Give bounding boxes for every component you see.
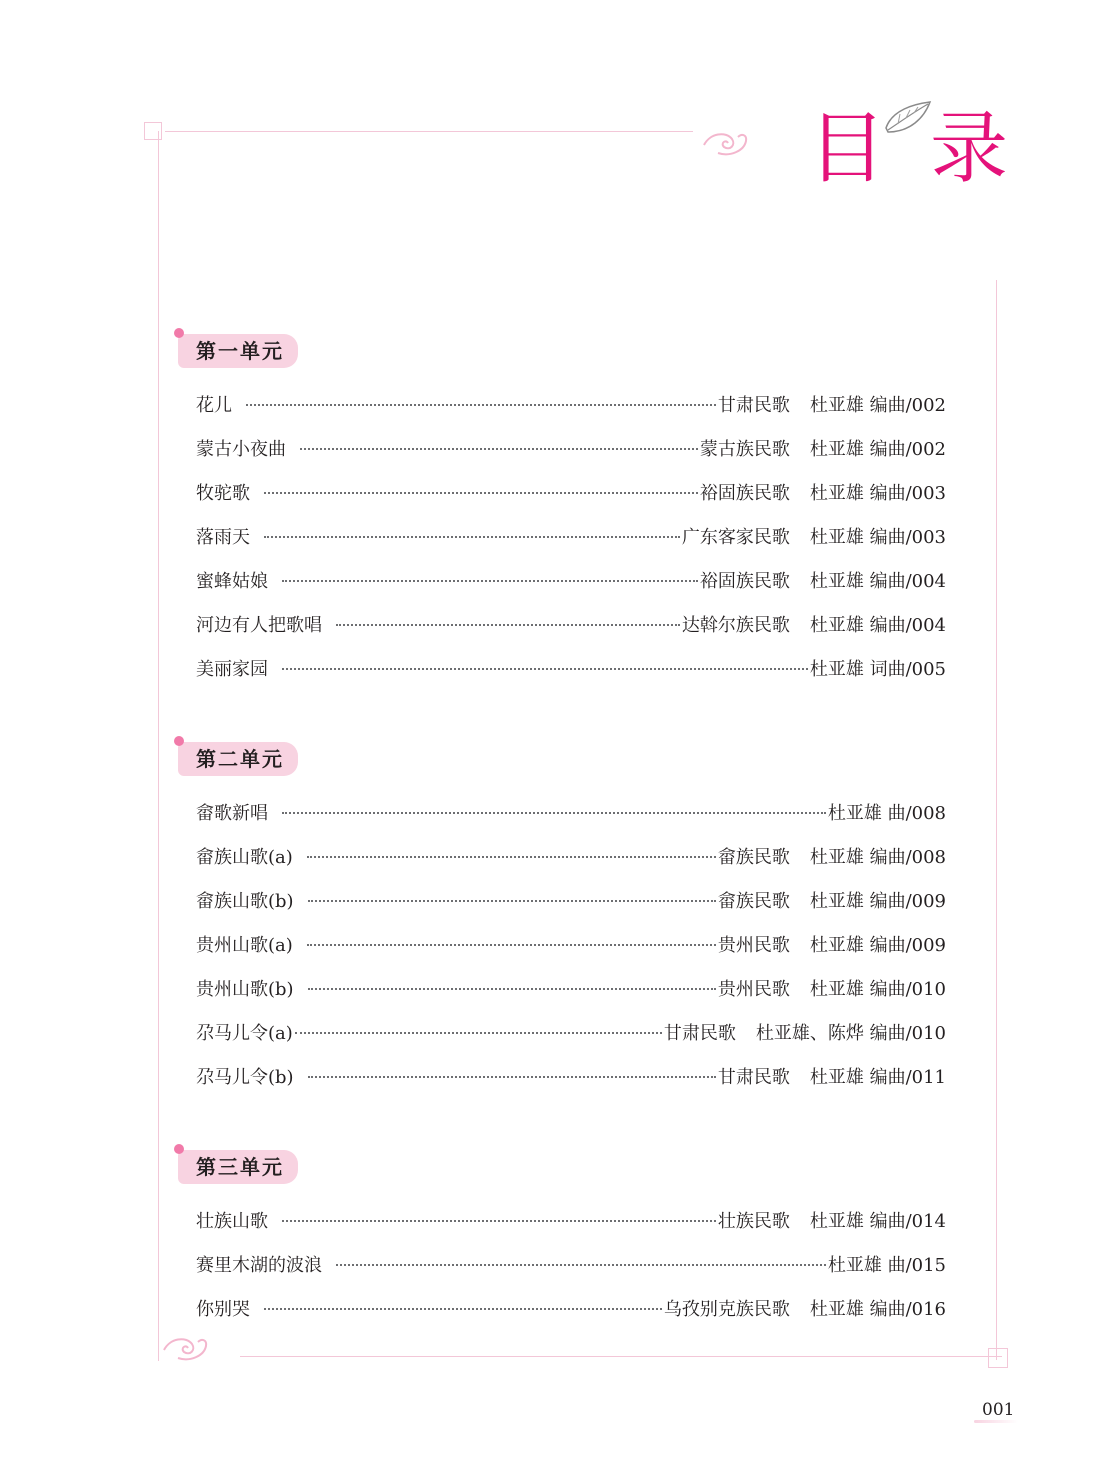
entry-source: 甘肃民歌 [717,395,790,416]
dot-leader [295,1032,662,1034]
unit-tab-1 [178,334,298,368]
entry-credit: 杜亚雄 编曲 [809,847,906,868]
entry-title: 贵州山歌(b) [196,979,294,1000]
toc-entry[interactable] [196,648,946,692]
unit-dot [174,328,184,338]
entry-credit: 杜亚雄 编曲 [809,439,906,460]
entry-title: 美丽家园 [196,659,268,680]
entry-page: /015 [905,1255,946,1276]
entry-title: 落雨天 [196,527,250,548]
entry-title: 牧驼歌 [196,483,250,504]
dot-leader [282,1220,716,1222]
toc-entry[interactable] [196,1056,946,1100]
entry-title: 畲族山歌(b) [196,891,294,912]
frame-corner-bottom-right [988,1348,1008,1368]
dot-leader [282,668,808,670]
title-char-1: 目 [808,104,887,194]
entry-credit: 杜亚雄、陈烨 编曲 [755,1023,906,1044]
entry-title: 贵州山歌(a) [196,935,293,956]
entry-source: 畲族民歌 [717,847,790,868]
entry-source: 甘肃民歌 [717,1067,790,1088]
entry-page: /008 [905,803,946,824]
dot-leader [264,1308,662,1310]
entry-credit: 杜亚雄 编曲 [809,395,906,416]
dot-leader [308,988,716,990]
dot-leader [246,404,716,406]
entry-title: 蒙古小夜曲 [196,439,286,460]
entry-source: 甘肃民歌 [663,1023,736,1044]
entry-title: 尕马儿令(b) [196,1067,294,1088]
entry-credit: 杜亚雄 编曲 [809,1299,906,1320]
entry-credit: 杜亚雄 编曲 [809,935,906,956]
dot-leader [307,944,716,946]
frame-left-line [158,131,159,1361]
entry-source: 壮族民歌 [717,1211,790,1232]
entry-page: /002 [905,439,946,460]
unit-dot [174,736,184,746]
toc-entry[interactable] [196,1012,946,1056]
entry-credit: 杜亚雄 编曲 [809,527,906,548]
entry-credit: 杜亚雄 编曲 [809,571,906,592]
entry-page: /011 [905,1067,946,1088]
entry-page: /010 [905,1023,946,1044]
toc-entry[interactable] [196,384,946,428]
unit-3-entries [196,1200,946,1332]
entry-page: /002 [905,395,946,416]
entry-source: 广东客家民歌 [681,527,790,548]
entry-title: 畲族山歌(a) [196,847,293,868]
entry-page: /010 [905,979,946,1000]
entry-credit: 杜亚雄 编曲 [809,483,906,504]
dot-leader [282,580,698,582]
page-number: 001 [982,1400,1015,1420]
cloud-swirl-icon [700,125,750,159]
title-char-2: 录 [930,104,1009,194]
entry-source: 畲族民歌 [717,891,790,912]
entry-page: /003 [905,483,946,504]
dot-leader [264,536,680,538]
dot-leader [282,812,826,814]
page-number-underline [974,1420,1018,1423]
toc-entry[interactable] [196,924,946,968]
entry-title: 壮族山歌 [196,1211,268,1232]
entry-credit: 杜亚雄 曲 [827,803,906,824]
entry-title: 你别哭 [196,1299,250,1320]
unit-label: 第二单元 [196,747,284,771]
cloud-swirl-icon [160,1330,210,1364]
toc-entry[interactable] [196,968,946,1012]
entry-source: 乌孜别克族民歌 [663,1299,790,1320]
frame-bottom-line [240,1356,1002,1357]
unit-1-entries [196,384,946,692]
toc-entry[interactable] [196,1200,946,1244]
dot-leader [336,624,680,626]
entry-credit: 杜亚雄 曲 [827,1255,906,1276]
entry-title: 赛里木湖的波浪 [196,1255,322,1276]
entry-title: 尕马儿令(a) [196,1023,293,1044]
entry-credit: 杜亚雄 编曲 [809,1211,906,1232]
toc-entry[interactable] [196,792,946,836]
entry-credit: 杜亚雄 编曲 [809,979,906,1000]
entry-page: /009 [905,891,946,912]
toc-entry[interactable] [196,428,946,472]
unit-label: 第一单元 [196,339,284,363]
frame-top-line [165,131,693,132]
entry-source: 达斡尔族民歌 [681,615,790,636]
unit-2-entries [196,792,946,1100]
entry-source: 蒙古族民歌 [699,439,790,460]
toc-entry[interactable] [196,472,946,516]
entry-title: 畲歌新唱 [196,803,268,824]
entry-title: 花儿 [196,395,232,416]
toc-entry[interactable] [196,1288,946,1332]
entry-page: /004 [905,571,946,592]
unit-label: 第三单元 [196,1155,284,1179]
unit-tab-2 [178,742,298,776]
entry-page: /005 [905,659,946,680]
entry-source: 贵州民歌 [717,935,790,956]
frame-right-line [996,280,997,1360]
entry-page: /004 [905,615,946,636]
entry-credit: 杜亚雄 编曲 [809,1067,906,1088]
toc-entry[interactable] [196,836,946,880]
entry-source: 裕固族民歌 [699,571,790,592]
unit-dot [174,1144,184,1154]
entry-page: /014 [905,1211,946,1232]
toc-entry[interactable] [196,516,946,560]
entry-page: /008 [905,847,946,868]
entry-source: 裕固族民歌 [699,483,790,504]
dot-leader [308,1076,716,1078]
toc-entry[interactable] [196,604,946,648]
toc-entry[interactable] [196,560,946,604]
toc-entry[interactable] [196,1244,946,1288]
unit-tab-3 [178,1150,298,1184]
toc-entry[interactable] [196,880,946,924]
entry-page: /003 [905,527,946,548]
entry-page: /016 [905,1299,946,1320]
dot-leader [264,492,698,494]
entry-page: /009 [905,935,946,956]
entry-credit: 杜亚雄 编曲 [809,615,906,636]
leaf-icon [880,98,936,140]
entry-title: 蜜蜂姑娘 [196,571,268,592]
entry-credit: 杜亚雄 编曲 [809,891,906,912]
entry-source: 贵州民歌 [717,979,790,1000]
entry-title: 河边有人把歌唱 [196,615,322,636]
frame-corner-top-left [144,122,162,140]
dot-leader [307,856,716,858]
dot-leader [336,1264,826,1266]
dot-leader [308,900,716,902]
dot-leader [300,448,698,450]
entry-credit: 杜亚雄 词曲 [809,659,906,680]
